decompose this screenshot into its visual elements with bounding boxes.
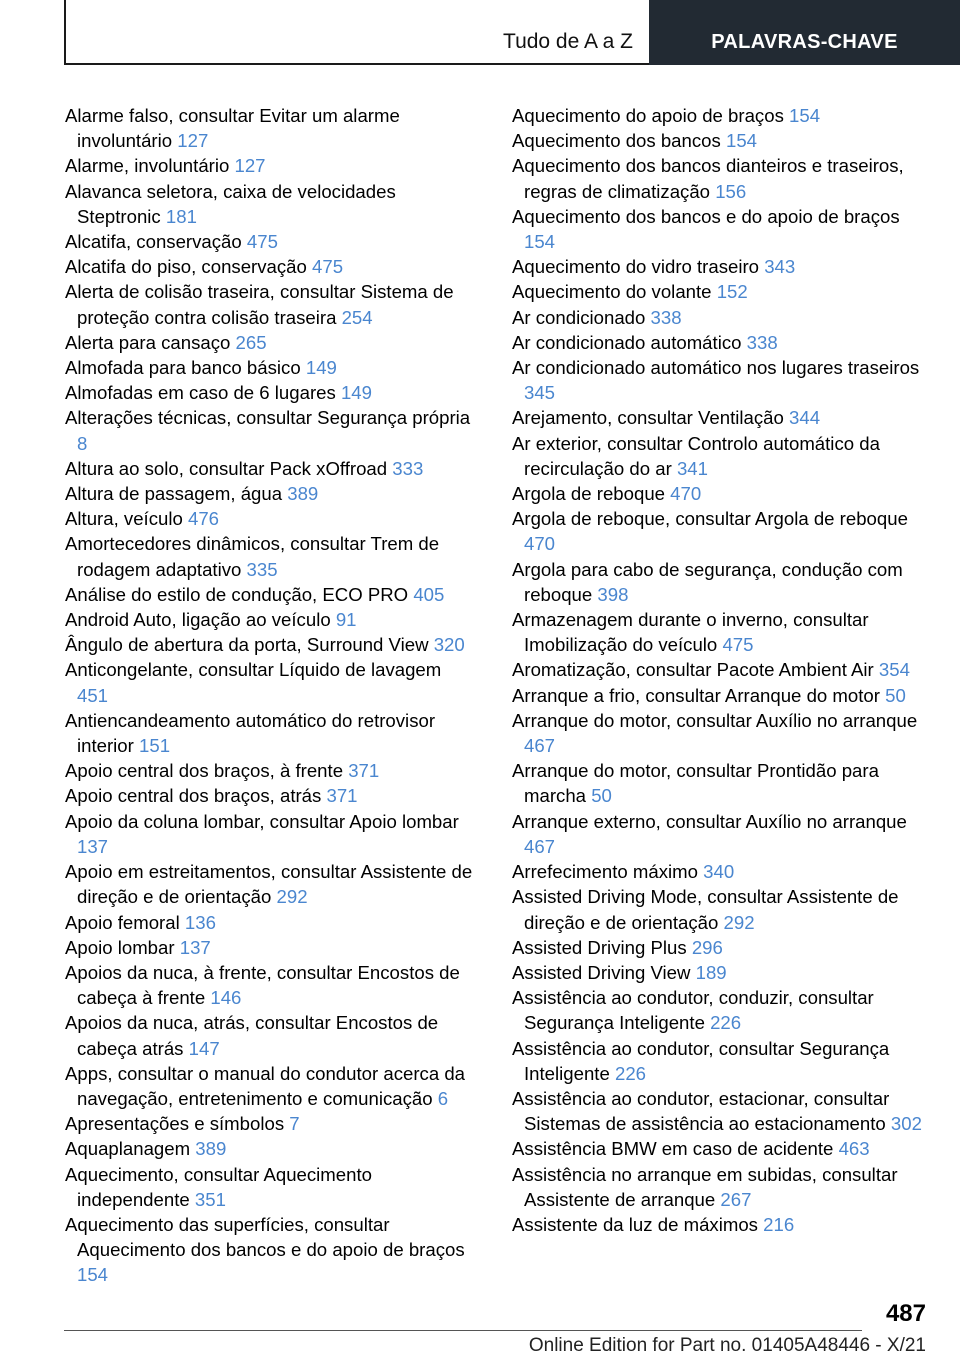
index-entry [512,1036,928,1086]
index-entry [65,632,477,657]
index-entry [512,960,928,985]
index-entry-text: Armazenagem durante o inverno, consultar Imobilização do veículo [512,609,869,656]
index-entry [65,783,477,808]
footer-rule [64,1330,862,1331]
index-entry-text: Apps, consultar o manual do condutor acerca da navegação, entretenimento e comunicação [65,1062,466,1109]
index-entry [65,809,477,859]
section-title: Tudo de A a Z [503,30,633,53]
index-entry-text: Ângulo de abertura da porta, Surround View [65,634,429,656]
index-entry-text: Antiencandeamento automático do retrovisor interior [65,709,436,757]
index-entry-page-link[interactable]: 343 [764,256,796,278]
index-entry-text: Almofadas em caso de 6 lugares [65,382,336,404]
index-entry-page-link[interactable]: 476 [188,508,220,530]
index-entry-text: Apoio femoral [65,911,180,933]
index-entry-text: Altura ao solo, consultar Pack xOffroad [65,457,388,479]
index-entry-page-link[interactable]: 302 [890,1113,922,1135]
index-entry [65,405,477,455]
index-entry-text: Aquecimento do vidro traseiro [512,256,760,278]
index-entry [65,607,477,632]
index-entry-text: Aquecimento dos bancos dianteiros e traseiros, regras de climatização [512,155,904,202]
index-entry-text: Argola para cabo de segurança, condução com reboque [512,558,903,605]
index-entry-text: Assistência ao condutor, estacionar, consultar Sistemas de assistência ao estacionamento [512,1087,890,1135]
index-entry [65,456,477,481]
index-entry [65,708,477,758]
index-entry [65,1010,477,1060]
index-entry-page-link[interactable]: 320 [433,634,465,656]
index-entry [65,330,477,355]
index-entry-page-link[interactable]: 265 [235,331,267,353]
index-entry-text: Argola de reboque, consultar Argola de reboque [512,508,908,530]
index-entry [512,809,928,859]
index-column-left [65,103,477,1288]
index-entry-page-link[interactable]: 189 [695,961,727,983]
index-entry-text: Arejamento, consultar Ventilação [512,407,784,429]
index-entry-text: Análise do estilo de condução, ECO PRO [65,583,409,605]
index-entry-text: Anticongelante, consultar Líquido de lavagem [65,659,442,681]
index-entry [65,1212,477,1288]
index-entry [512,1086,928,1136]
index-entry [512,1162,928,1212]
index-entry-text: Apoio em estreitamentos, consultar Assistente de direção e de orientação [65,861,473,908]
index-entry-page-link[interactable]: 127 [234,155,266,177]
index-entry [512,859,928,884]
index-entry-page-link[interactable]: 338 [650,306,682,328]
index-entry-text: Alerta para cansaço [65,331,231,353]
index-entry [65,582,477,607]
index-entry-page-link[interactable]: 463 [838,1138,870,1160]
index-entry-page-link[interactable]: 467 [524,835,556,857]
index-entry-text: Arranque externo, consultar Auxílio no arranque [512,810,907,832]
index-entry [65,531,477,581]
index-entry [512,128,928,153]
index-entry-text: Assisted Driving View [512,961,691,983]
index-entry-page-link[interactable]: 226 [614,1062,647,1084]
index-entry-text: Alarme falso, consultar Evitar um alarme involuntário [65,105,400,152]
index-entry-text: Apoio central dos braços, atrás [65,785,322,807]
index-entry-text: Ar exterior, consultar Controlo automático da recirculação do ar [512,432,880,479]
index-entry [512,305,928,330]
index-entry-page-link[interactable]: 389 [287,483,319,505]
index-entry [65,481,477,506]
index-entry-page-link[interactable]: 127 [177,130,209,152]
index-entry [512,607,928,657]
index-entry-text: Argola de reboque [512,483,665,505]
index-entry-text: Amortecedores dinâmicos, consultar Trem de rodagem adaptativo [65,533,440,580]
index-entry-text: Almofada para banco básico [65,357,301,379]
index-entry-page-link[interactable]: 475 [246,231,278,253]
index-entry-page-link[interactable]: 137 [179,936,211,958]
index-entry [512,884,928,934]
index-entry-page-link[interactable]: 7 [289,1113,300,1135]
index-entry-page-link[interactable]: 475 [722,634,754,656]
index-entry-text: Aquecimento, consultar Aquecimento independente [65,1163,372,1210]
index-entry-page-link[interactable]: 335 [246,558,278,580]
index-entry-page-link[interactable]: 371 [326,785,358,807]
index-entry [65,506,477,531]
index-entry [65,657,477,707]
index-entry [65,1111,477,1136]
index-entry-text: Alerta de colisão traseira, consultar Sistema de proteção contra colisão traseira [65,281,454,328]
index-entry-page-link[interactable]: 389 [195,1138,227,1160]
index-entry-text: Aquecimento das superfícies, consultar Aquecimento dos bancos e do apoio de braços [65,1213,465,1261]
index-entry [65,279,477,329]
index-entry-page-link[interactable]: 398 [597,583,629,605]
index-entry [512,405,928,430]
index-entry-page-link[interactable]: 91 [335,609,357,631]
index-entry-page-link[interactable]: 341 [676,457,708,479]
index-entry-page-link[interactable]: 467 [524,735,556,757]
index-entry-page-link[interactable]: 354 [878,659,910,681]
index-entry-page-link[interactable]: 154 [77,1264,109,1286]
index-entry-page-link[interactable]: 470 [524,533,556,555]
index-entry [512,985,928,1035]
index-entry-text: Aquecimento dos bancos [512,130,721,152]
index-entry-page-link[interactable]: 470 [670,483,702,505]
index-entry-page-link[interactable]: 149 [305,357,337,379]
index-entry [512,355,928,405]
index-entry-page-link[interactable]: 475 [312,256,344,278]
index-entry-text: Android Auto, ligação ao veículo [65,609,331,631]
index-entry-page-link[interactable]: 267 [720,1188,752,1210]
index-entry-text: Assistência BMW em caso de acidente [512,1138,834,1160]
index-entry-page-link[interactable]: 152 [716,281,748,303]
index-entry [512,103,928,128]
index-entry-page-link[interactable]: 333 [392,457,424,479]
index-entry [65,229,477,254]
index-entry-text: Apoio da coluna lombar, consultar Apoio lombar [65,810,459,832]
index-entry-text: Apoios da nuca, atrás, consultar Encostos de cabeça atrás [65,1012,439,1059]
index-entry-page-link[interactable]: 154 [524,231,556,253]
index-entry [512,557,928,607]
index-entry-text: Alcatifa do piso, conservação [65,256,307,278]
index-entry-page-link[interactable]: 216 [763,1213,795,1235]
index-entry-page-link[interactable]: 405 [413,583,445,605]
index-entry [512,506,928,556]
index-entry [512,204,928,254]
index-entry-text: Altura, veículo [65,508,183,530]
index-entry [65,910,477,935]
index-entry-page-link[interactable]: 151 [139,735,171,757]
index-column-right [512,103,928,1237]
index-entry-page-link[interactable]: 136 [184,911,216,933]
index-entry-page-link[interactable]: 156 [715,180,747,202]
index-entry-text: Apoios da nuca, à frente, consultar Encostos de cabeça à frente [65,961,460,1009]
index-entry-text: Assisted Driving Mode, consultar Assistente de direção e de orientação [512,886,899,933]
index-entry-text: Ar condicionado automático nos lugares traseiros [512,357,920,379]
index-entry [512,1136,928,1161]
index-entry [65,380,477,405]
index-entry-text: Assistência ao condutor, consultar Segurança Inteligente [512,1037,890,1084]
index-entry-page-link[interactable]: 154 [789,105,821,126]
index-entry-page-link[interactable]: 254 [341,306,373,328]
index-entry-page-link[interactable]: 451 [77,684,109,706]
index-entry [512,153,928,203]
index-entry-text: Aquecimento do apoio de braços [512,105,784,126]
index-entry-text: Assistente da luz de máximos [512,1213,758,1235]
index-entry-text: Ar condicionado [512,306,646,328]
index-entry-page-link[interactable]: 345 [524,382,556,404]
index-entry-page-link[interactable]: 351 [194,1188,226,1210]
index-entry [65,1162,477,1212]
header-rule-horizontal [64,63,649,65]
index-entry-page-link[interactable]: 6 [437,1087,449,1109]
index-entry [512,935,928,960]
index-entry [65,254,477,279]
page-number: 487 [885,1300,926,1327]
index-entry-page-link[interactable]: 292 [276,886,308,908]
index-entry [512,758,928,808]
edition-footer: Online Edition for Part no. 01405A48446 - X/21 [528,1335,926,1356]
index-entry-text: Apoio lombar [65,936,175,958]
index-entry-text: Altura de passagem, água [65,483,283,505]
chapter-tab-label: PALAVRAS-CHAVE [711,31,898,53]
index-entry-page-link[interactable]: 181 [165,205,197,227]
index-entry-page-link[interactable]: 154 [725,130,758,152]
index-entry-page-link[interactable]: 371 [348,760,380,782]
index-entry [512,330,928,355]
chapter-tab [649,0,960,65]
index-entry-text: Arrefecimento máximo [512,861,698,883]
index-entry-page-link[interactable]: 296 [691,936,723,958]
index-entry-page-link[interactable]: 146 [210,987,242,1009]
index-entry-text: Alcatifa, conservação [65,231,242,253]
index-entry-text: Arranque do motor, consultar Auxílio no arranque [512,709,918,731]
index-entry-text: Assistência ao condutor, conduzir, consultar Segurança Inteligente [512,987,874,1034]
index-entry-page-link[interactable]: 137 [77,835,109,857]
index-entry-page-link[interactable]: 147 [188,1037,220,1059]
index-entry-text: Assisted Driving Plus [512,936,687,958]
index-entry [512,431,928,481]
index-entry [65,179,477,229]
index-entry-text: Aquaplanagem [65,1138,191,1160]
index-entry-text: Apresentações e símbolos [65,1113,285,1135]
index-entry [65,859,477,909]
index-entry-page-link[interactable]: 292 [723,911,755,933]
index-entry-text: Aquecimento do volante [512,281,712,303]
index-entry [512,279,928,304]
index-entry-text: Arranque a frio, consultar Arranque do motor [512,684,880,706]
index-entry-text: Arranque do motor, consultar Prontidão para marcha [512,760,879,807]
index-entry-text: Aromatização, consultar Pacote Ambient Air [512,659,874,681]
index-entry [65,103,477,153]
index-entry-page-link[interactable]: 340 [703,861,735,883]
index-entry-text: Aquecimento dos bancos e do apoio de braços [512,205,900,227]
index-entry [65,355,477,380]
index-entry [65,1061,477,1111]
index-entry [512,657,928,682]
index-entry [512,254,928,279]
index-entry [65,935,477,960]
index-entry-page-link[interactable]: 149 [340,382,372,404]
index-entry-page-link[interactable]: 344 [789,407,821,429]
index-entry-text: Alterações técnicas, consultar Segurança própria [65,407,471,429]
index-entry-text: Ar condicionado automático [512,331,742,353]
index-entry [65,153,477,178]
index-entry [512,683,928,708]
index-entry-text: Apoio central dos braços, à frente [65,760,344,782]
index-entry-page-link[interactable]: 338 [746,331,778,353]
index-entry [65,1136,477,1161]
index-entry [512,708,928,758]
index-entry [512,481,928,506]
header-rule-vertical [64,0,66,64]
index-entry-page-link[interactable]: 50 [591,785,612,807]
index-entry-page-link[interactable]: 226 [710,1012,742,1034]
index-entry [65,960,477,1010]
index-entry-page-link[interactable]: 8 [77,432,88,454]
index-entry [65,758,477,783]
index-entry-text: Assistência no arranque em subidas, consultar Assistente de arranque [512,1163,898,1210]
index-entry-page-link[interactable]: 50 [885,684,906,706]
index-entry-text: Alarme, involuntário [65,155,230,177]
index-entry [512,1212,928,1237]
index-entry-text: Alavanca seletora, caixa de velocidades Steptronic [65,180,396,227]
